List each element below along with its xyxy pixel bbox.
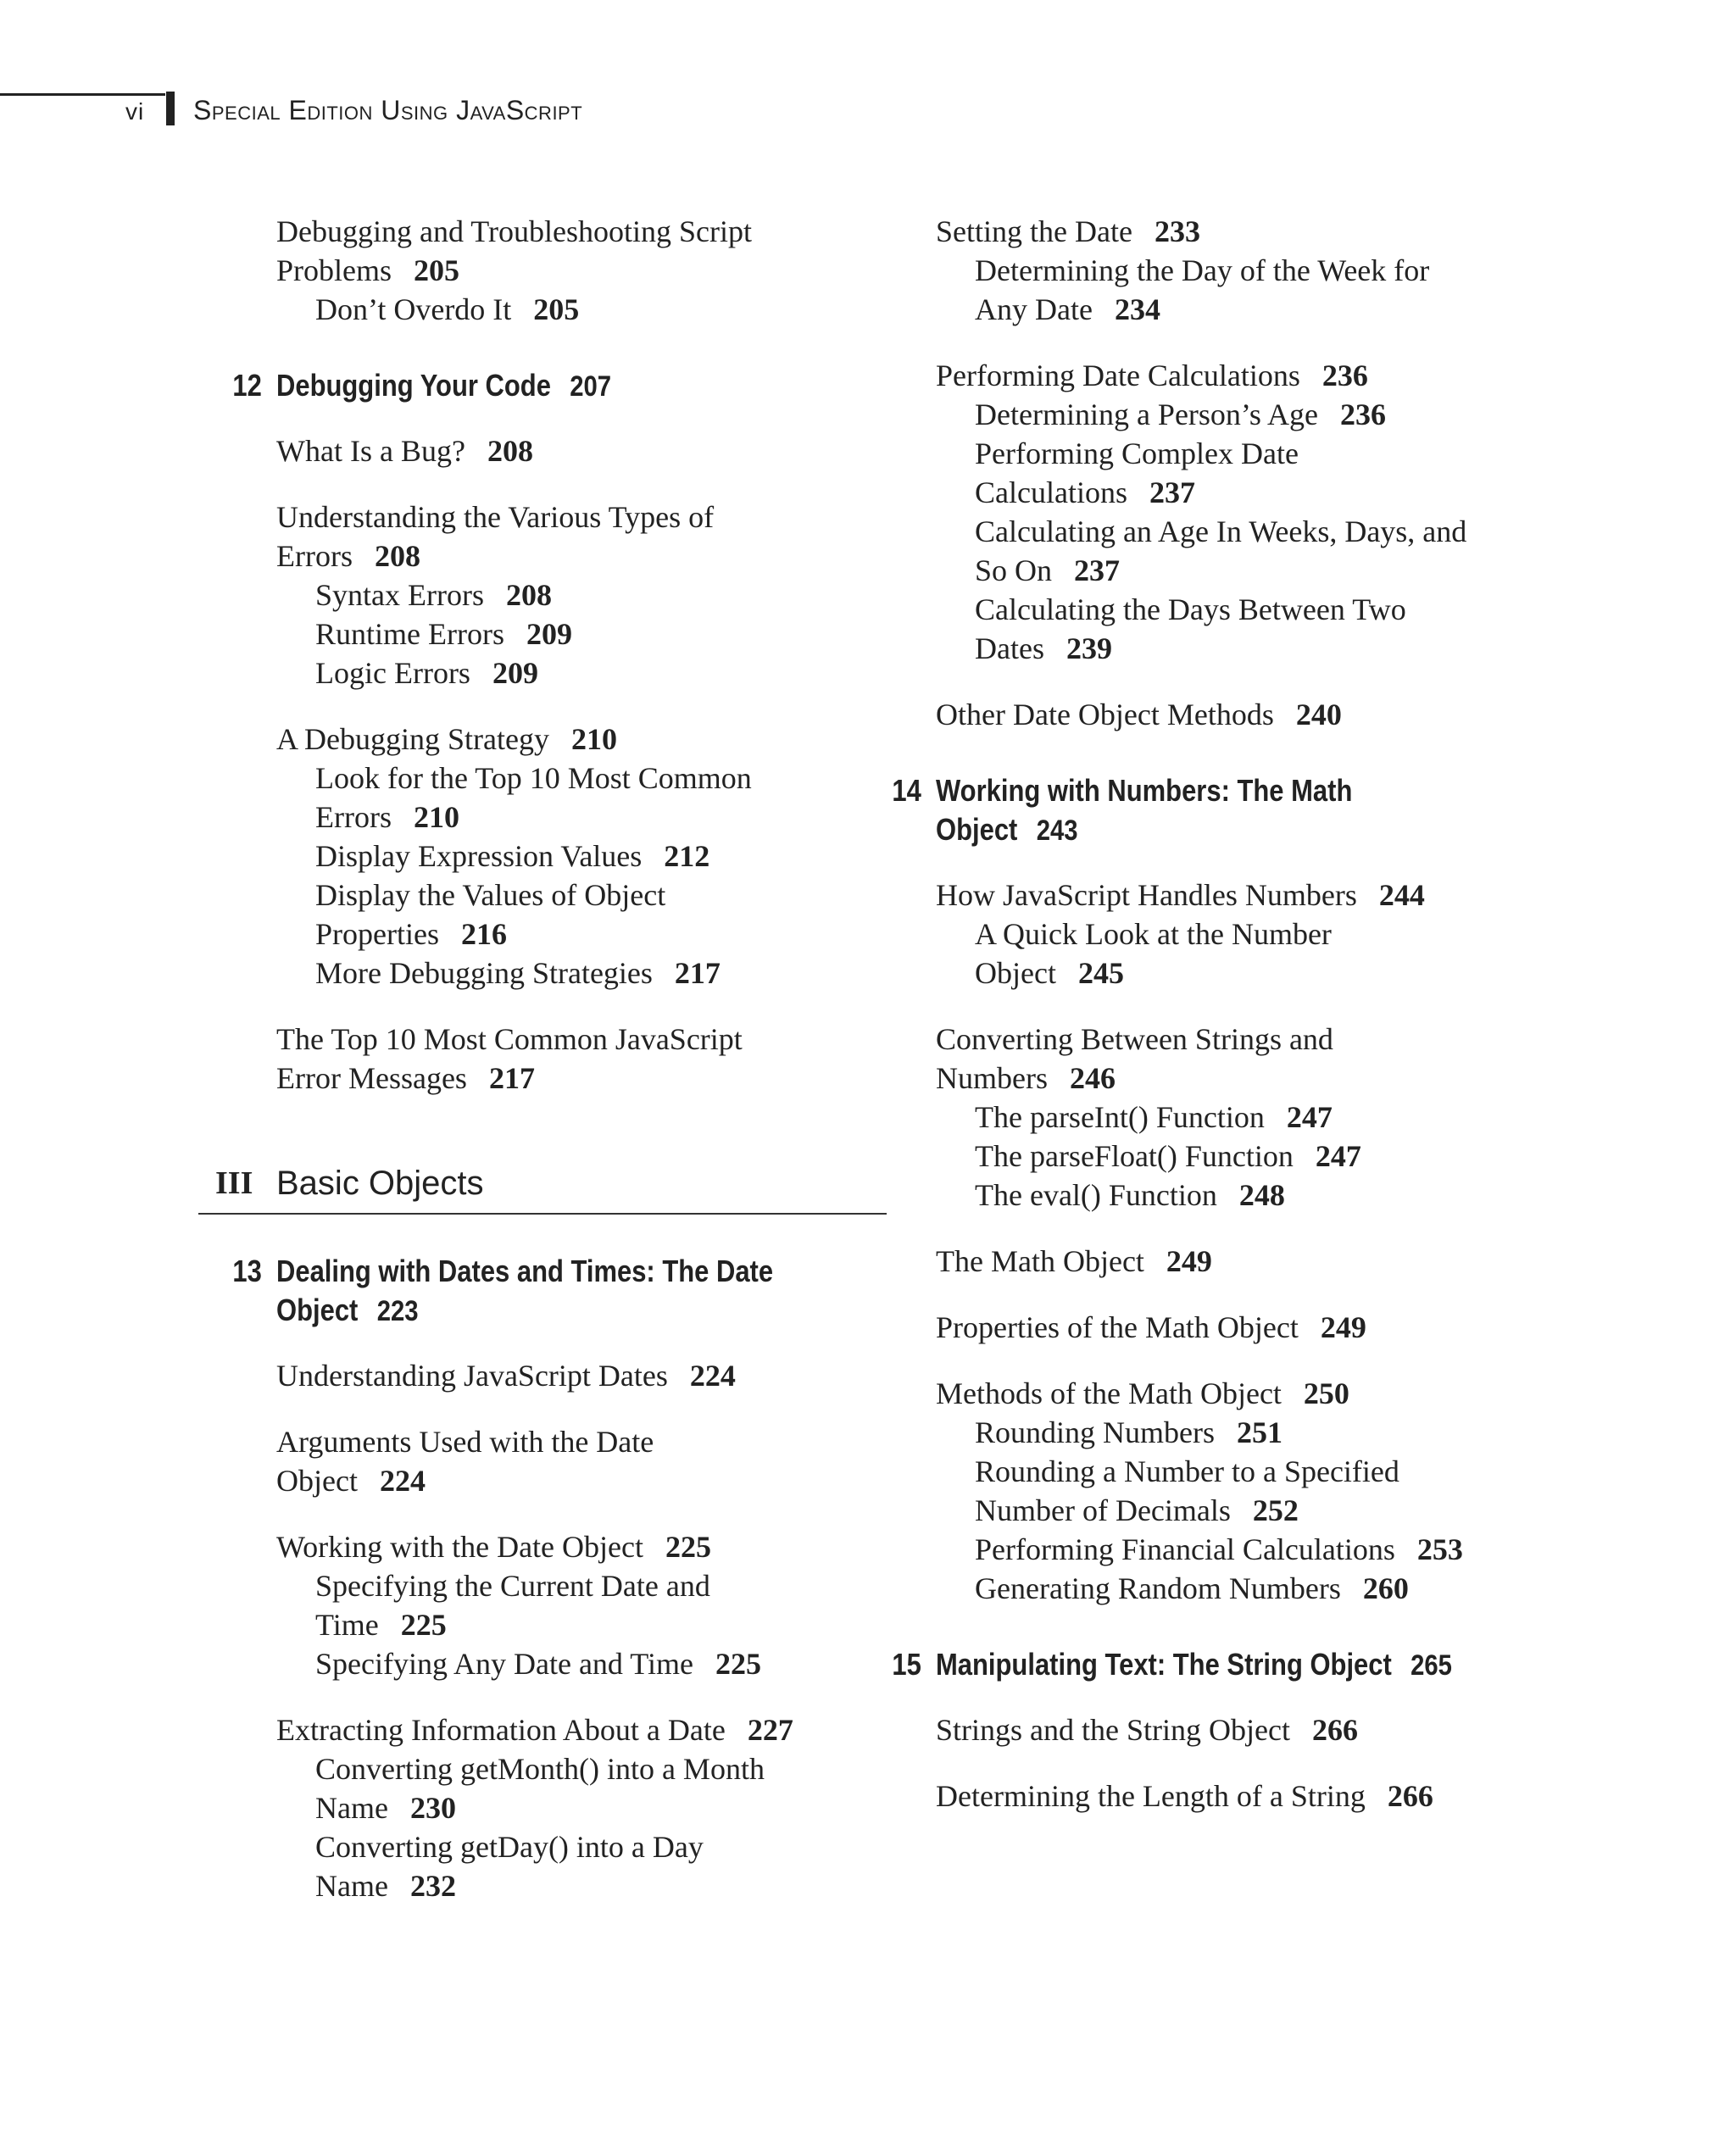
entry-page: 217 [674, 956, 721, 990]
page-number: vi [125, 98, 145, 125]
entry-page: 253 [1416, 1532, 1463, 1566]
entry-page: 266 [1387, 1779, 1433, 1813]
entry-page: 247 [1315, 1139, 1361, 1173]
toc-entry[interactable] [936, 1777, 1529, 1816]
entry-title-cont: Error Messages [276, 1061, 467, 1095]
toc-subentry[interactable] [936, 590, 1529, 668]
entry-page: 217 [488, 1061, 535, 1095]
entry-title: Display Expression Values [315, 839, 643, 873]
entry-title-cont: Number of Decimals [975, 1493, 1231, 1527]
running-title: Special Edition Using JavaScript [193, 95, 583, 125]
chapter-page: 207 [570, 370, 612, 403]
toc-subentry[interactable] [276, 876, 819, 954]
entry-title: Converting getDay() into a Day [315, 1830, 704, 1864]
entry-page: 239 [1066, 631, 1112, 665]
entry-title: Strings and the String Object [936, 1713, 1290, 1747]
toc-entry[interactable] [276, 1527, 819, 1566]
entry-page: 209 [492, 656, 538, 690]
entry-page: 224 [689, 1359, 736, 1393]
entry-page: 236 [1321, 359, 1368, 392]
entry-title: Rounding Numbers [975, 1415, 1215, 1449]
entry-title: Syntax Errors [315, 578, 484, 612]
toc-entry[interactable] [276, 1710, 819, 1749]
entry-title: Determining the Day of the Week for [975, 253, 1430, 287]
part-heading[interactable] [198, 1162, 887, 1215]
entry-title: Calculating the Days Between Two [975, 592, 1406, 626]
toc-subentry[interactable] [936, 1530, 1529, 1569]
entry-page: 234 [1114, 292, 1160, 326]
toc-entry[interactable] [936, 1710, 1529, 1749]
entry-title-cont: Errors [315, 800, 392, 834]
entry-title: Calculating an Age In Weeks, Days, and [975, 514, 1467, 548]
toc-entry[interactable] [936, 212, 1529, 251]
entry-title: What Is a Bug? [276, 434, 465, 468]
entry-page: 216 [460, 917, 507, 951]
entry-title: Setting the Date [936, 214, 1132, 248]
entry-page: 249 [1320, 1310, 1366, 1344]
entry-page: 208 [487, 434, 533, 468]
entry-page: 237 [1074, 553, 1121, 587]
entry-title-cont: Errors [276, 539, 353, 573]
entry-title-cont: Properties [315, 917, 439, 951]
chapter-number: 13 [232, 1254, 262, 1288]
entry-page: 266 [1311, 1713, 1358, 1747]
toc-subentry[interactable] [936, 395, 1529, 434]
entry-title: The parseInt() Function [975, 1100, 1265, 1134]
chapter-title: Debugging Your Code [276, 368, 551, 403]
chapter-heading[interactable] [232, 366, 831, 406]
entry-page: 247 [1286, 1100, 1333, 1134]
toc-subentry[interactable] [276, 653, 819, 692]
chapter-page: 243 [1036, 815, 1078, 847]
entry-title-cont: Dates [975, 631, 1044, 665]
toc-subentry[interactable] [276, 1566, 819, 1644]
entry-page: 205 [414, 253, 460, 287]
toc-subentry[interactable] [276, 837, 819, 876]
entry-page: 225 [715, 1647, 761, 1681]
toc-subentry[interactable] [936, 1098, 1529, 1137]
entry-page: 245 [1077, 956, 1124, 990]
toc-subentry[interactable] [276, 759, 819, 837]
entry-title: Understanding the Various Types of [276, 500, 715, 534]
toc-subentry[interactable] [936, 1452, 1529, 1530]
entry-title-cont: Object [975, 956, 1056, 990]
chapter-heading[interactable] [232, 1252, 831, 1331]
toc-entry[interactable] [936, 356, 1529, 395]
entry-title: Understanding JavaScript Dates [276, 1359, 668, 1393]
toc-entry[interactable] [936, 695, 1529, 734]
entry-title-cont: Object [276, 1464, 358, 1498]
toc-entry[interactable] [276, 431, 819, 470]
entry-title: Properties of the Math Object [936, 1310, 1299, 1344]
entry-title: The parseFloat() Function [975, 1139, 1294, 1173]
entry-page: 232 [409, 1869, 456, 1903]
entry-page: 237 [1149, 475, 1195, 509]
entry-title: Performing Complex Date [975, 437, 1299, 470]
toc-subentry[interactable] [276, 614, 819, 653]
entry-page: 210 [413, 800, 459, 834]
toc-entry[interactable] [936, 1374, 1529, 1413]
toc-subentry[interactable] [936, 915, 1529, 993]
part-number: III [215, 1165, 253, 1201]
entry-title: Performing Date Calculations [936, 359, 1300, 392]
toc-subentry[interactable] [276, 1749, 819, 1827]
entry-page: 249 [1166, 1244, 1212, 1278]
entry-page: 230 [409, 1791, 456, 1825]
entry-title-cont: Name [315, 1791, 388, 1825]
entry-page: 252 [1252, 1493, 1299, 1527]
entry-title-cont: So On [975, 553, 1053, 587]
header-bar [166, 92, 175, 125]
toc-right-column [892, 212, 1529, 1816]
entry-page: 240 [1295, 698, 1342, 731]
header-rule [0, 93, 165, 96]
toc-entry[interactable] [936, 1020, 1529, 1098]
entry-title: Specifying the Current Date and [315, 1569, 710, 1603]
entry-title: Methods of the Math Object [936, 1376, 1282, 1410]
entry-title-cont: Calculations [975, 475, 1127, 509]
chapter-number: 12 [232, 368, 262, 403]
chapter-page: 265 [1410, 1649, 1452, 1682]
toc-subentry[interactable] [936, 434, 1529, 512]
entry-title: Logic Errors [315, 656, 470, 690]
toc-subentry[interactable] [276, 954, 819, 993]
chapter-number: 14 [892, 773, 921, 808]
toc-entry[interactable] [276, 1422, 819, 1500]
entry-page: 250 [1303, 1376, 1349, 1410]
chapter-number: 15 [892, 1647, 921, 1682]
entry-title-cont: Numbers [936, 1061, 1048, 1095]
entry-title-cont: Name [315, 1869, 388, 1903]
entry-title: The Top 10 Most Common JavaScript [276, 1022, 743, 1056]
chapter-title: Manipulating Text: The String Object [936, 1647, 1392, 1682]
toc-subentry[interactable] [936, 251, 1529, 329]
entry-page: 224 [379, 1464, 426, 1498]
chapter-title-cont: Object [276, 1293, 359, 1327]
entry-page: 210 [570, 722, 617, 756]
entry-title: Performing Financial Calculations [975, 1532, 1395, 1566]
entry-title: A Debugging Strategy [276, 722, 549, 756]
entry-page: 227 [747, 1713, 793, 1747]
entry-title: Working with the Date Object [276, 1530, 643, 1564]
entry-page: 248 [1238, 1178, 1285, 1212]
entry-title: Don’t Overdo It [315, 292, 512, 326]
toc-subentry[interactable] [276, 1644, 819, 1683]
entry-title-cont: Problems [276, 253, 392, 287]
toc-entry[interactable] [936, 1308, 1529, 1347]
entry-page: 208 [505, 578, 552, 612]
entry-title: Determining a Person’s Age [975, 398, 1318, 431]
entry-title: Runtime Errors [315, 617, 504, 651]
entry-page: 233 [1154, 214, 1200, 248]
entry-title: Specifying Any Date and Time [315, 1647, 693, 1681]
toc-subentry[interactable] [936, 1176, 1529, 1215]
entry-page: 251 [1237, 1415, 1283, 1449]
entry-title: Generating Random Numbers [975, 1571, 1341, 1605]
entry-page: 225 [665, 1530, 711, 1564]
toc-subentry[interactable] [276, 290, 819, 329]
toc-entry[interactable] [276, 212, 819, 290]
entry-title: Display the Values of Object [315, 878, 666, 912]
entry-title: Other Date Object Methods [936, 698, 1274, 731]
entry-page: 244 [1378, 878, 1425, 912]
toc-subentry[interactable] [936, 1569, 1529, 1608]
entry-page: 236 [1339, 398, 1386, 431]
entry-title: Debugging and Troubleshooting Script [276, 214, 753, 248]
toc-entry[interactable] [936, 1242, 1529, 1281]
toc-subentry[interactable] [276, 576, 819, 614]
toc-subentry[interactable] [276, 1827, 819, 1905]
chapter-heading[interactable] [892, 1645, 1490, 1685]
entry-title: The eval() Function [975, 1178, 1217, 1212]
toc-subentry[interactable] [936, 1137, 1529, 1176]
toc-entry[interactable] [276, 1020, 819, 1098]
entry-title: More Debugging Strategies [315, 956, 653, 990]
entry-page: 209 [526, 617, 572, 651]
entry-page: 212 [664, 839, 710, 873]
toc-entry[interactable] [276, 720, 819, 759]
entry-page: 246 [1069, 1061, 1116, 1095]
part-title: Basic Objects [276, 1165, 484, 1202]
entry-title: How JavaScript Handles Numbers [936, 878, 1357, 912]
toc-entry[interactable] [276, 1356, 819, 1395]
entry-title: Converting getMonth() into a Month [315, 1752, 765, 1786]
entry-page: 205 [533, 292, 580, 326]
toc-left-column [215, 212, 819, 1905]
chapter-title-cont: Object [936, 812, 1018, 847]
entry-page: 208 [374, 539, 420, 573]
entry-title: A Quick Look at the Number [975, 917, 1332, 951]
toc-entry[interactable] [936, 876, 1529, 915]
entry-title: Converting Between Strings and [936, 1022, 1333, 1056]
toc-subentry[interactable] [936, 512, 1529, 590]
chapter-title: Dealing with Dates and Times: The Date [276, 1254, 774, 1288]
chapter-heading[interactable] [892, 771, 1490, 850]
chapter-title: Working with Numbers: The Math [936, 773, 1353, 808]
entry-title: Look for the Top 10 Most Common [315, 761, 752, 795]
entry-page: 225 [400, 1608, 447, 1642]
entry-title: Rounding a Number to a Specified [975, 1454, 1399, 1488]
chapter-page: 223 [376, 1295, 419, 1327]
entry-title-cont: Time [315, 1608, 379, 1642]
entry-title: Arguments Used with the Date [276, 1425, 654, 1459]
entry-title-cont: Any Date [975, 292, 1093, 326]
entry-title: Determining the Length of a String [936, 1779, 1366, 1813]
toc-subentry[interactable] [936, 1413, 1529, 1452]
entry-title: Extracting Information About a Date [276, 1713, 726, 1747]
entry-page: 260 [1362, 1571, 1409, 1605]
toc-entry[interactable] [276, 498, 819, 576]
entry-title: The Math Object [936, 1244, 1144, 1278]
